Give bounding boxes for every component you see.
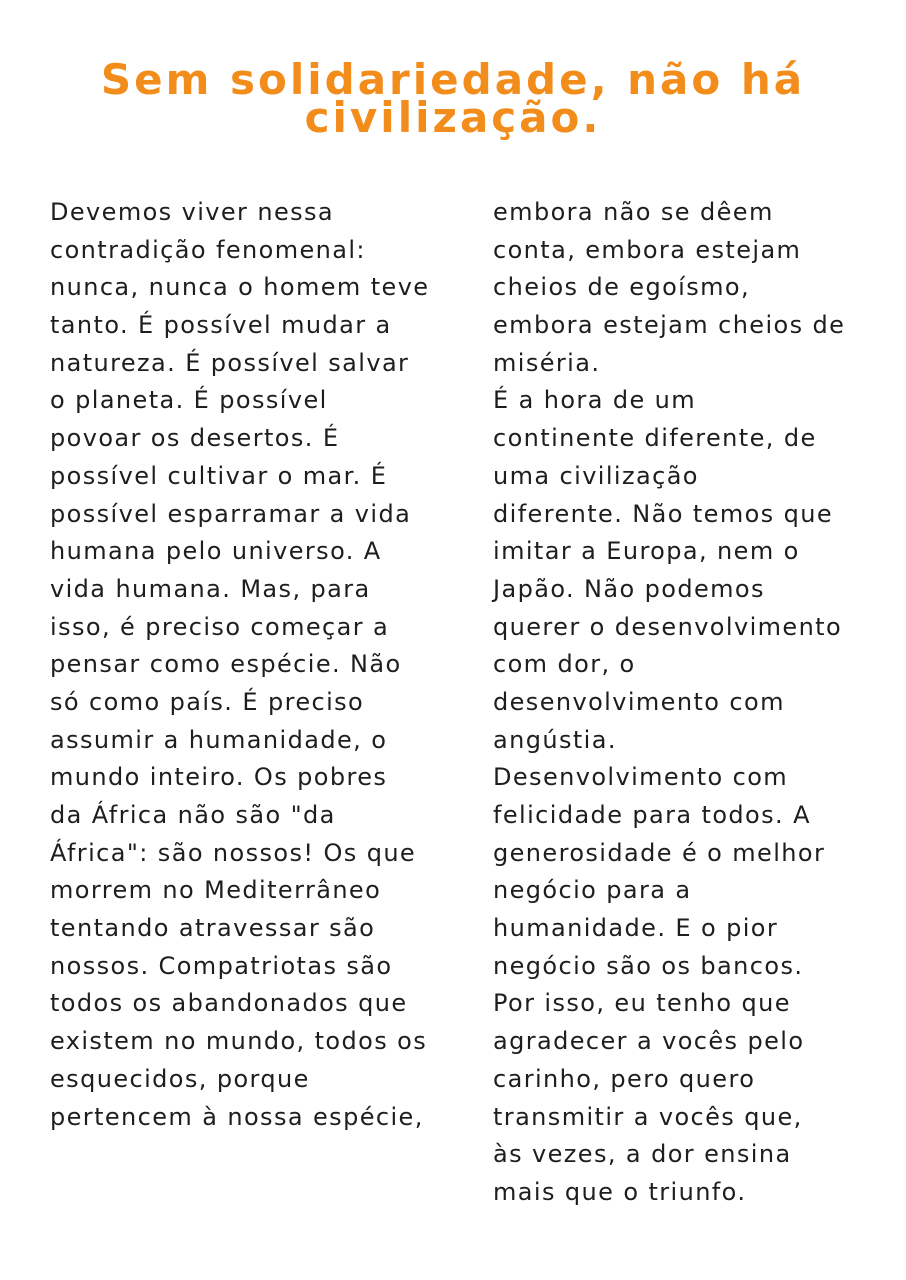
body-text-line: nunca, nunca o homem teve (50, 273, 430, 302)
body-text-line: Por isso, eu tenho que (493, 989, 791, 1018)
page-title (60, 48, 846, 142)
body-text-line: cheios de egoísmo, (493, 273, 751, 302)
body-text-line: negócio são os bancos. (493, 951, 804, 980)
body-text-line: continente diferente, de (493, 424, 817, 453)
body-text-line: desenvolvimento com (493, 687, 785, 716)
body-text-line: possível cultivar o mar. É (50, 461, 388, 490)
body-text-line: possível esparramar a vida (50, 499, 412, 528)
body-text-line: negócio para a (493, 876, 692, 905)
body-text-line: angústia. (493, 725, 617, 754)
body-text-line: nossos. Compatriotas são (50, 951, 393, 980)
body-text-line: imitar a Europa, nem o (493, 537, 800, 566)
body-text-line: carinho, pero quero (493, 1064, 756, 1093)
body-text-line: miséria. (493, 348, 601, 377)
body-text-line: todos os abandonados que (50, 989, 408, 1018)
body-text-line: diferente. Não temos que (493, 499, 834, 528)
body-text-line: isso, é preciso começar a (50, 612, 390, 641)
text-column-left (50, 194, 470, 1136)
body-text-line: existem no mundo, todos os (50, 1027, 428, 1056)
body-text-line: pertencem à nossa espécie, (50, 1102, 424, 1131)
body-text-line: natureza. É possível salvar (50, 348, 410, 377)
body-text-line: África": são nossos! Os que (50, 838, 417, 867)
body-text-line: humanidade. E o pior (493, 914, 779, 943)
body-text-line: assumir a humanidade, o (50, 725, 388, 754)
body-text-line: conta, embora estejam (493, 235, 802, 264)
body-text-line: É a hora de um (493, 386, 697, 415)
body-text-line: Desenvolvimento com (493, 763, 789, 792)
body-text-line: embora não se dêem (493, 198, 774, 226)
body-text-line: agradecer a vocês pelo (493, 1027, 805, 1056)
body-text-line: com dor, o (493, 650, 636, 679)
body-text-line: mundo inteiro. Os pobres (50, 763, 388, 792)
body-text-line: povoar os desertos. É (50, 424, 340, 453)
body-text-line: só como país. É preciso (50, 687, 365, 716)
body-text-line: o planeta. É possível (50, 386, 328, 415)
body-text-line: mais que o triunfo. (493, 1177, 747, 1206)
body-text-line: vida humana. Mas, para (50, 574, 371, 603)
title-line: Sem solidariedade, não há (100, 55, 806, 104)
body-text-line: tentando atravessar são (50, 914, 376, 943)
body-text-line: Devemos viver nessa (50, 198, 335, 226)
title-line: civilização. (304, 92, 602, 142)
body-text-line: tanto. É possível mudar a (50, 311, 392, 340)
body-text-line: às vezes, a dor ensina (493, 1140, 792, 1169)
body-text-line: humana pelo universo. A (50, 537, 382, 566)
body-text-line: generosidade é o melhor (493, 838, 826, 867)
body-text-line: da África não são "da (50, 801, 336, 829)
body-text-line: uma civilização (493, 461, 699, 490)
body-text-line: felicidade para todos. A (493, 801, 811, 829)
body-text-line: morrem no Mediterrâneo (50, 876, 382, 905)
body-text-line: esquecidos, porque (50, 1064, 310, 1093)
body-text-line: transmitir a vocês que, (493, 1102, 803, 1131)
body-text-line: pensar como espécie. Não (50, 650, 402, 679)
body-text-line: contradição fenomenal: (50, 235, 366, 264)
body-text-line: embora estejam cheios de (493, 311, 846, 340)
body-text-line: querer o desenvolvimento (493, 612, 843, 641)
body-text-line: Japão. Não podemos (493, 574, 765, 603)
text-column-right (493, 194, 893, 1212)
